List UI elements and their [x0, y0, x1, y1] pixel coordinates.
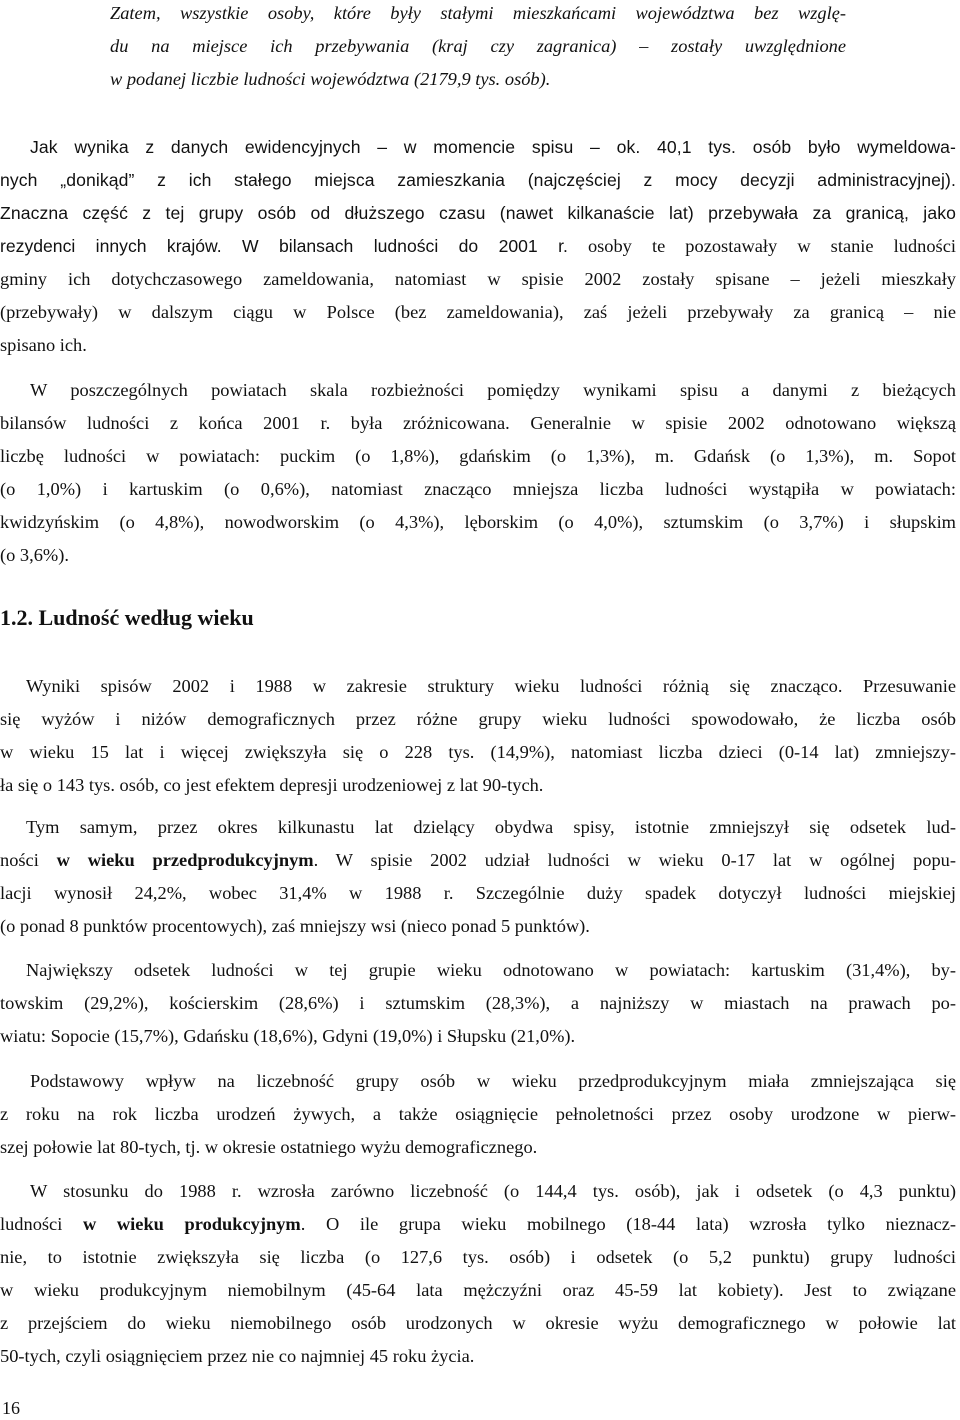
paragraph-8-line: w wieku produkcyjnym niemobilnym (45-64 lata mężczyźni oraz 45-59 lat kobiety). Jest to związane	[0, 1280, 956, 1300]
paragraph-2-sans-fragment: rezydenci innych krajów. W bilansach ludności do 2001 r.	[0, 236, 568, 256]
paragraph-2-line	[0, 235, 956, 257]
paragraph-2-line: Jak wynika z danych ewidencyjnych – w momencie spisu – ok. 40,1 tys. osób było wymeldowa-	[30, 137, 956, 157]
paragraph-8-line: nie, to istotnie zwiększyła się liczba (o 127,6 tys. osób) i odsetek (o 5,2 punktu) grupy ludności	[0, 1247, 956, 1267]
paragraph-3-line: W poszczególnych powiatach skala rozbieżności pomiędzy wynikami spisu a danymi z bieżących	[30, 380, 956, 400]
paragraph-3-line: (o 1,0%) i kartuskim (o 0,6%), natomiast znacząco mniejsza liczba ludności wystąpiła w powiatach:	[0, 479, 956, 499]
paragraph-8-line: 50-tych, czyli osiągnięciem przez nie co najmniej 45 roku życia.	[0, 1346, 475, 1366]
paragraph-1-line: du na miejsce ich przebywania (kraj czy zagranica) – zostały uwzględnione	[110, 36, 846, 56]
paragraph-6-line: Największy odsetek ludności w tej grupie wieku odnotowano w powiatach: kartuskim (31,4%), by-	[26, 960, 956, 980]
paragraph-3-line: liczbę ludności w powiatach: puckim (o 1,8%), gdańskim (o 1,3%), m. Gdańsk (o 1,3%), m. Sopot	[0, 446, 956, 466]
paragraph-1-line: Zatem, wszystkie osoby, które były stałymi mieszkańcami województwa bez wzglę-	[110, 3, 846, 23]
paragraph-4-line: ła się o 143 tys. osób, co jest efektem depresji urodzeniowej z lat 90-tych.	[0, 775, 544, 795]
paragraph-4-line: się wyżów i niżów demograficznych przez różne grupy wieku ludności spowodowało, że liczba osób	[0, 709, 956, 729]
paragraph-8-fragment: . O ile grupa wieku mobilnego (18-44 lata) wzrosła tylko nieznacz-	[300, 1214, 956, 1234]
paragraph-2-line: nych „donikąd” z ich stałego miejsca zamieszkania (najczęściej z mocy decyzji administracyjnej).	[0, 170, 956, 190]
paragraph-5-fragment: . W spisie 2002 udział ludności w wieku 0-17 lat w ogólnej popu-	[313, 850, 956, 870]
paragraph-5-line: Tym samym, przez okres kilkunastu lat dzielący obydwa spisy, istotnie zmniejszył się odsetek lud-	[26, 817, 956, 837]
paragraph-2-line: gminy ich dotychczasowego zameldowania, natomiast w spisie 2002 zostały spisane – jeżeli mieszkały	[0, 269, 956, 289]
paragraph-5-line: lacji wynosił 24,2%, wobec 31,4% w 1988 r. Szczególnie duży spadek dotyczył ludności miejskiej	[0, 883, 956, 903]
paragraph-3-line: kwidzyńskim (o 4,8%), nowodworskim (o 4,3%), lęborskim (o 4,0%), sztumskim (o 3,7%) i słupskim	[0, 512, 956, 532]
paragraph-5-line: (o ponad 8 punktów procentowych), zaś mniejszy wsi (nieco ponad 5 punktów).	[0, 916, 590, 936]
paragraph-4-line: Wyniki spisów 2002 i 1988 w zakresie struktury wieku ludności różnią się znacząco. Przesuwanie	[26, 676, 956, 696]
emphasis-preproductive-age: w wieku przedprodukcyjnym	[56, 850, 314, 870]
paragraph-4-line: w wieku 15 lat i więcej zwiększyła się o 228 tys. (14,9%), natomiast liczba dzieci (0-14 lat) zmniejszy-	[0, 742, 956, 762]
paragraph-8-line: W stosunku do 1988 r. wzrosła zarówno liczebność (o 144,4 tys. osób), jak i odsetek (o 4,3 punktu)	[30, 1181, 956, 1201]
paragraph-2-line: (przebywały) w dalszym ciągu w Polsce (bez zameldowania), zaś jeżeli przebywały za granicą – nie	[0, 302, 956, 322]
paragraph-8-fragment: ludności	[0, 1214, 83, 1234]
paragraph-1-line: w podanej liczbie ludności województwa (2179,9 tys. osób).	[110, 69, 551, 89]
paragraph-7-line: z roku na rok liczba urodzeń żywych, a także osiągnięcie pełnoletności przez osoby urodzone w pierw-	[0, 1104, 956, 1124]
paragraph-5-line	[0, 849, 956, 871]
paragraph-2-serif-fragment: osoby te pozostawały w stanie ludności	[567, 236, 956, 256]
paragraph-6-line: towskim (29,2%), kościerskim (28,6%) i sztumskim (28,3%), a najniższy w miastach na prawach po-	[0, 993, 956, 1013]
page-number: 16	[2, 1398, 20, 1418]
emphasis-productive-age: w wieku produkcyjnym	[82, 1214, 301, 1234]
paragraph-8-line: z przejściem do wieku niemobilnego osób urodzonych w okresie wyżu demograficznego w połowie lat	[0, 1313, 956, 1333]
paragraph-3-line: bilansów ludności z końca 2001 r. była zróżnicowana. Generalnie w spisie 2002 odnotowano większą	[0, 413, 956, 433]
paragraph-2-line: spisano ich.	[0, 335, 87, 355]
paragraph-3-line: (o 3,6%).	[0, 545, 69, 565]
paragraph-6-line: wiatu: Sopocie (15,7%), Gdańsku (18,6%), Gdyni (19,0%) i Słupsku (21,0%).	[0, 1026, 576, 1046]
paragraph-7-line: szej połowie lat 80-tych, tj. w okresie ostatniego wyżu demograficznego.	[0, 1137, 538, 1157]
paragraph-2-line: Znaczna część z tej grupy osób od dłuższego czasu (nawet kilkanaście lat) przebywała za granicą, jako	[0, 203, 956, 223]
paragraph-5-fragment: ności	[0, 850, 57, 870]
paragraph-7-line: Podstawowy wpływ na liczebność grupy osób w wieku przedprodukcyjnym miała zmniejszająca się	[30, 1071, 956, 1091]
paragraph-8-line	[0, 1213, 956, 1235]
section-heading: 1.2. Ludność według wieku	[0, 605, 254, 630]
